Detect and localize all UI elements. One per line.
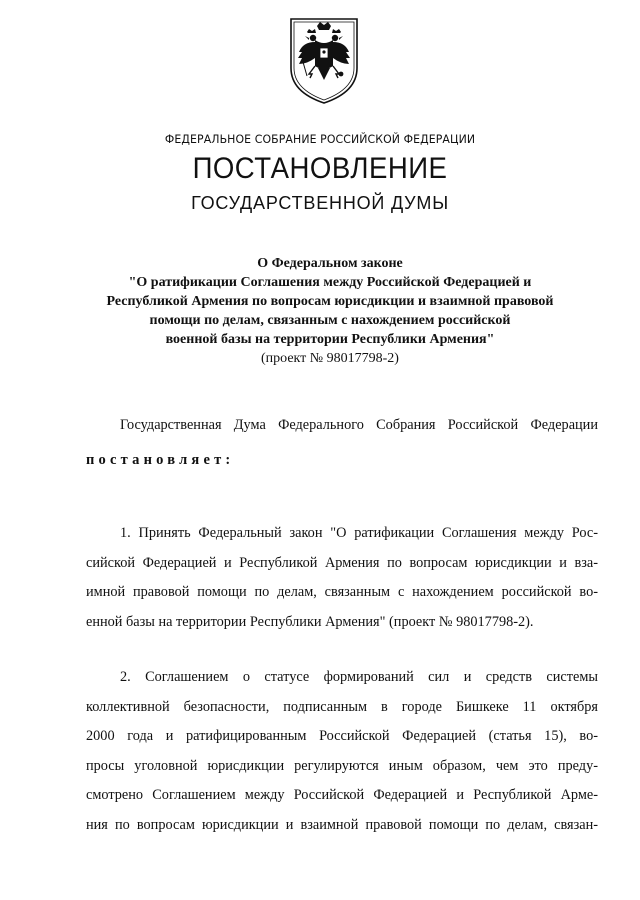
issuer-heading: ГОСУДАРСТВЕННОЙ ДУМЫ xyxy=(191,193,449,213)
paragraph-line: ния по вопросам юрисдикции и взаимной правовой помощи по делам, связан- xyxy=(86,816,598,833)
paragraph-line: сийской Федерацией и Республикой Армения по вопросам юрисдикции и вза- xyxy=(86,554,598,571)
paragraph-line: 1. Принять Федеральный закон "О ратификации Соглашения между Рос- xyxy=(120,525,598,541)
title-line: "О ратификации Соглашения между Российской Федерацией и xyxy=(128,275,532,290)
item-2-paragraph xyxy=(86,663,598,841)
title-line: военной базы на территории Республики Армения" xyxy=(165,332,495,347)
document-type-heading: ПОСТАНОВЛЕНИЕ xyxy=(192,152,448,185)
title-line: О Федеральном законе xyxy=(257,256,403,271)
paragraph-line: имной правовой помощи по делам, связанным с нахождением российской во- xyxy=(86,584,598,601)
project-number: (проект № 98017798-2) xyxy=(261,351,399,366)
coat-of-arms-icon xyxy=(287,16,361,106)
decree-word: постановляет: xyxy=(86,452,235,468)
preamble-text: Государственная Дума Федерального Собрания Российской Федерации xyxy=(120,417,598,433)
assembly-heading: ФЕДЕРАЛЬНОЕ СОБРАНИЕ РОССИЙСКОЙ ФЕДЕРАЦИИ xyxy=(164,132,476,146)
item-1-paragraph xyxy=(86,519,598,637)
paragraph-line: коллективной безопасности, подписанным в городе Бишкеке 11 октября xyxy=(86,698,598,715)
paragraph-line: смотрено Соглашением между Российской Федерацией и Республикой Арме- xyxy=(86,787,598,804)
paragraph-line: енной базы на территории Республики Армения" (проект № 98017798-2). xyxy=(86,613,534,630)
title-line: Республикой Армения по вопросам юрисдикции и взаимной правовой xyxy=(106,294,554,309)
paragraph-line: 2000 года и ратифицированным Российской Федерацией (статья 15), во- xyxy=(86,728,598,745)
paragraph-line: просы уголовной юрисдикции регулируются иным образом, чем это преду- xyxy=(86,757,598,774)
preamble-paragraph xyxy=(86,411,598,441)
title-line: помощи по делам, связанным с нахождением российской xyxy=(149,313,511,328)
document-title xyxy=(70,254,590,368)
paragraph-line: 2. Соглашением о статусе формирований сил и средств системы xyxy=(120,669,598,685)
